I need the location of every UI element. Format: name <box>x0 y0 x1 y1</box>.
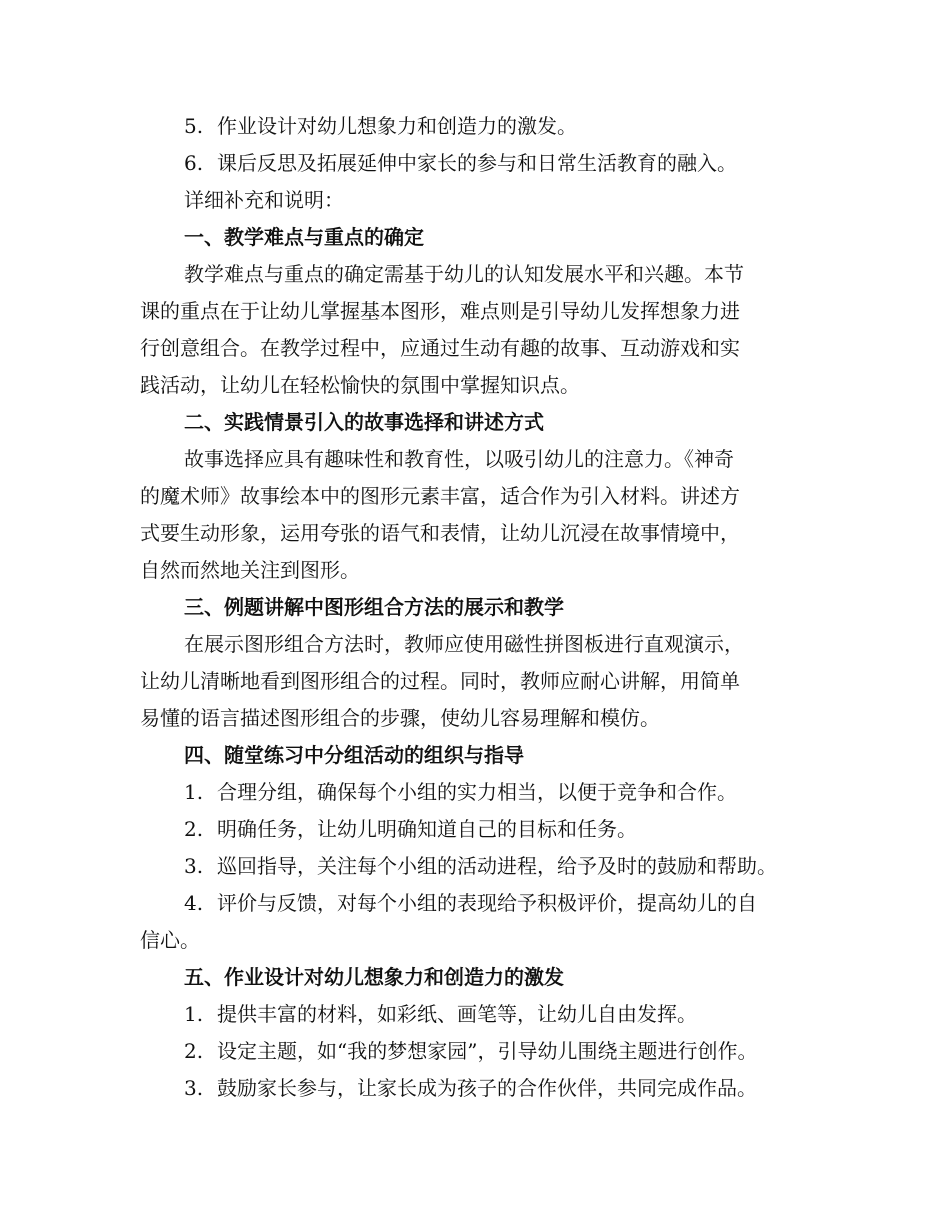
list-item <box>140 885 820 922</box>
list-text: 课后反思及拓展延伸中家长的参与和日常生活教育的融入。 <box>217 151 737 175</box>
list-number: 3. <box>184 854 204 878</box>
list-text: 设定主题，如“我的梦想家园”，引导幼儿围绕主题进行创作。 <box>217 1039 758 1063</box>
list-number: 1. <box>184 780 204 804</box>
list-number: 6. <box>184 151 204 175</box>
list-number: 5. <box>184 114 204 138</box>
list-text: 作业设计对幼儿想象力和创造力的激发。 <box>217 114 577 138</box>
list-item-continuation: 信心。 <box>140 928 200 952</box>
supplement-label: 详细补充和说明： <box>184 188 344 212</box>
list-number: 1. <box>184 1002 204 1026</box>
section-heading: 四、随堂练习中分组活动的组织与指导 <box>184 743 524 767</box>
document-body <box>140 108 820 1107</box>
list-item <box>140 145 820 182</box>
paragraph-line: 的魔术师》故事绘本中的图形元素丰富，适合作为引入材料。讲述方 <box>140 484 740 508</box>
paragraph-line: 式要生动形象，运用夸张的语气和表情，让幼儿沉浸在故事情境中， <box>140 521 740 545</box>
paragraph-line: 行创意组合。在教学过程中，应通过生动有趣的故事、互动游戏和实 <box>140 336 740 360</box>
paragraph-line: 教学难点与重点的确定需基于幼儿的认知发展水平和兴趣。本节 <box>184 262 744 286</box>
paragraph-line: 故事选择应具有趣味性和教育性，以吸引幼儿的注意力。《神奇 <box>184 447 734 471</box>
list-item <box>140 1033 820 1070</box>
list-text: 明确任务，让幼儿明确知道自己的目标和任务。 <box>217 817 637 841</box>
list-item <box>140 774 820 811</box>
paragraph-line: 在展示图形组合方法时，教师应使用磁性拼图板进行直观演示， <box>184 632 744 656</box>
list-item <box>140 108 820 145</box>
section-heading: 五、作业设计对幼儿想象力和创造力的激发 <box>184 965 564 989</box>
list-item <box>140 1070 820 1107</box>
paragraph-line: 课的重点在于让幼儿掌握基本图形，难点则是引导幼儿发挥想象力进 <box>140 299 740 323</box>
list-text: 评价与反馈，对每个小组的表现给予积极评价，提高幼儿的自 <box>217 891 757 915</box>
list-number: 2. <box>184 1039 204 1063</box>
list-text: 提供丰富的材料，如彩纸、画笔等，让幼儿自由发挥。 <box>217 1002 697 1026</box>
paragraph-line: 让幼儿清晰地看到图形组合的过程。同时，教师应耐心讲解，用简单 <box>140 669 740 693</box>
list-number: 4. <box>184 891 204 915</box>
list-item <box>140 811 820 848</box>
paragraph-line: 易懂的语言描述图形组合的步骤，使幼儿容易理解和模仿。 <box>140 706 660 730</box>
paragraph-line: 践活动，让幼儿在轻松愉快的氛围中掌握知识点。 <box>140 373 580 397</box>
list-number: 3. <box>184 1076 204 1100</box>
section-heading: 三、例题讲解中图形组合方法的展示和教学 <box>184 595 564 619</box>
list-text: 鼓励家长参与，让家长成为孩子的合作伙伴，共同完成作品。 <box>217 1076 757 1100</box>
list-text: 巡回指导，关注每个小组的活动进程，给予及时的鼓励和帮助。 <box>217 854 777 878</box>
section-heading: 二、实践情景引入的故事选择和讲述方式 <box>184 410 544 434</box>
section-heading: 一、教学难点与重点的确定 <box>184 225 424 249</box>
list-number: 2. <box>184 817 204 841</box>
paragraph-line: 自然而然地关注到图形。 <box>140 558 360 582</box>
list-text: 合理分组，确保每个小组的实力相当，以便于竞争和合作。 <box>217 780 737 804</box>
list-item <box>140 996 820 1033</box>
list-item <box>140 848 820 885</box>
